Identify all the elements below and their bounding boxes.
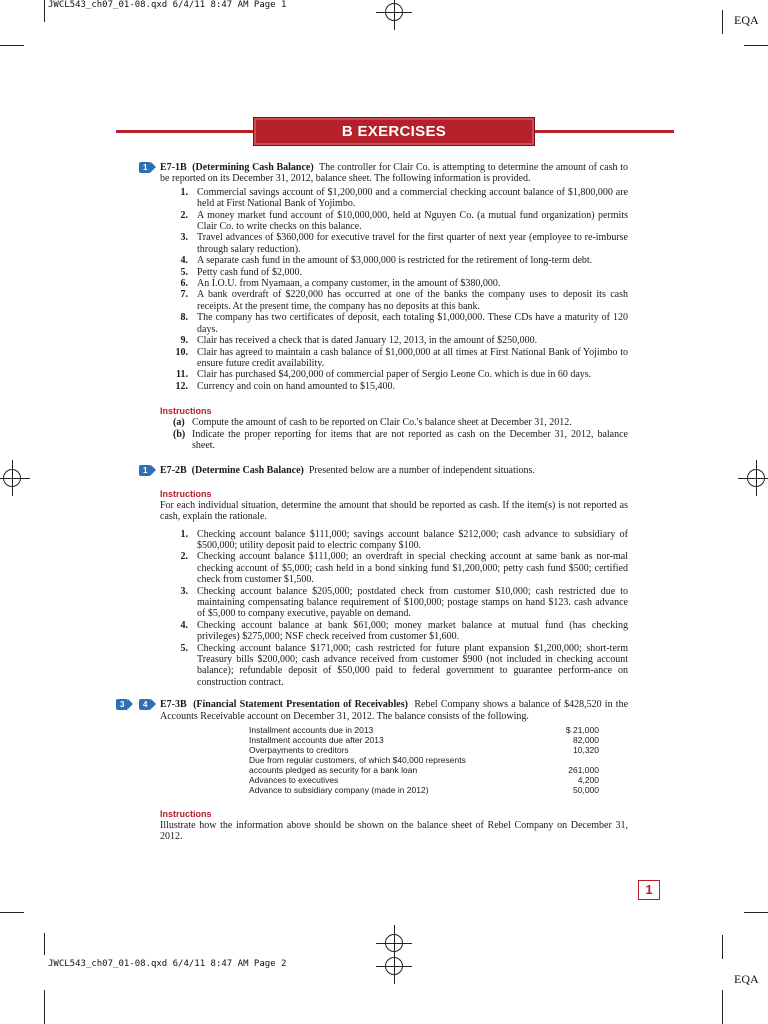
instructions-text: Illustrate how the information above should be shown on the balance sheet of Rebel Company on December 31, 2012. — [160, 820, 628, 843]
exercise-intro: The controller for Clair Co. is attempting to determine the amount of cash to be reported on its December 31, 2012, balance sheet. The following information is provided. — [160, 162, 628, 185]
list-item: 2. A money market fund account of $10,000,000, held at Nguyen Co. (a mutual fund organization) permits Clair Co. to write checks on this balance. — [180, 209, 628, 233]
list-item: 8. The company has two certificates of deposit, each totaling $1,000,000. These CDs have a maturity of 120 days. — [180, 312, 628, 335]
exercise-title: (Determining Cash Balance) — [192, 162, 314, 173]
list-item: (a) Compute the amount of cash to be reported on Clair Co.'s balance sheet at December 31, 2012. — [173, 417, 572, 429]
instructions-heading: Instructions — [160, 406, 212, 417]
instructions-heading: Instructions — [160, 809, 212, 820]
list-item: 5. Petty cash fund of $2,000. — [180, 266, 302, 278]
crop-mark — [0, 45, 24, 46]
exercise-title: (Financial Statement Presentation of Receivables) — [193, 699, 408, 711]
list-item: 7. A bank overdraft of $220,000 has occurred at one of the banks the company uses to deposit its cash receipts. At the present time, the company has no deposits at this bank. — [180, 289, 628, 312]
list-item: 4. Checking account balance at bank $61,000; money market balance at mutual fund (has checking privileges) $275,000; NSF check received from customer $1,600. — [180, 619, 628, 643]
exercise-e7-1b-items — [160, 187, 628, 392]
list-item: 3. Checking account balance $205,000; postdated check from customer $10,000; cash restricted due to maintaining compensating balance requirement of $100,000; postage stamps on hand $123. cash advance of $5,000 to company executive, payable on demand. — [180, 585, 628, 620]
page-number: 1 — [638, 880, 660, 900]
section-title: B EXERCISES — [253, 117, 535, 146]
crop-mark — [722, 10, 723, 34]
exercise-e7-2b-items — [160, 529, 628, 689]
list-item: 3. Travel advances of $360,000 for executive travel for the first quarter of next year (employee to re-imburse through salary reduction). — [180, 232, 628, 255]
crop-mark — [0, 912, 24, 913]
list-item: 1. Commercial savings account of $1,200,000 and a commercial checking account balance of $1,800,000 are held at First National Bank of Yojimbo. — [180, 186, 628, 210]
table-row: Overpayments to creditors 10,320 — [249, 745, 599, 756]
exercise-e7-3b-heading — [120, 699, 629, 722]
exercise-intro: Rebel Company shows a balance of $428,520 in the Accounts Receivable account on December 31, 2012. The balance consists of the following. — [160, 699, 629, 722]
list-item: (b) Indicate the proper reporting for items that are not reported as cash on the December 31, 2012, balance sheet. — [173, 428, 628, 451]
crop-mark — [44, 933, 45, 955]
exercise-e7-1b-instructions — [160, 417, 628, 451]
list-item: 9. Clair has received a check that is dated January 12, 2013, in the amount of $250,000. — [180, 335, 538, 347]
list-item: 4. A separate cash fund in the amount of $3,000,000 is restricted for the retirement of long-term debt. — [180, 255, 593, 267]
crop-mark — [744, 45, 768, 46]
list-item: 2. Checking account balance $111,000; an overdraft in special checking account at same bank as nor-mal checking account of $5,000; cash held in a bond sinking fund $1,200,000; petty cash fund $500; certified check from customer $1,500. — [180, 551, 628, 586]
eqa-mark-top: EQA — [734, 13, 759, 27]
exercise-e7-1b-heading — [143, 162, 628, 185]
exercise-title: (Determine Cash Balance) — [191, 465, 304, 477]
instructions-heading: Instructions — [160, 488, 212, 499]
receivables-table — [249, 725, 599, 795]
crop-mark — [44, 0, 45, 22]
crop-mark — [44, 990, 45, 1024]
slug-line-top: JWCL543_ch07_01-08.qxd 6/4/11 8:47 AM Page 1 — [48, 0, 287, 10]
eqa-mark-bottom: EQA — [734, 972, 759, 986]
crop-mark — [722, 935, 723, 959]
crop-mark — [722, 990, 723, 1024]
table-row: Installment accounts due in 2013 $ 21,000 — [249, 725, 599, 736]
list-item: 10. Clair has agreed to maintain a cash balance of $1,000,000 at all times at First National Bank of Yojimbo to ensure future credit availability. — [175, 346, 628, 369]
list-item: 12. Currency and coin on hand amounted to $15,400. — [175, 380, 396, 392]
exercise-e7-2b-heading — [143, 465, 628, 477]
learning-objective-badge: 1 — [139, 162, 151, 173]
table-row: Due from regular customers, of which $40,000 represents — [249, 755, 466, 766]
learning-objective-badge: 4 — [139, 699, 151, 710]
table-row: Advances to executives 4,200 — [249, 775, 599, 786]
learning-objective-badge: 1 — [139, 465, 151, 476]
list-item: 11. Clair has purchased $4,200,000 of commercial paper of Sergio Leone Co. which is due in 60 days. — [176, 369, 592, 381]
list-item: 5. Checking account balance $171,000; cash restricted for future plant expansion $1,200,000; short-term Treasury bills $200,000; cash advance received from customer $900 (not included in checking account balance); refundable deposit of $50,000 paid to federal government to guarantee perform-ance on construction contract. — [180, 642, 628, 688]
table-row: accounts pledged as security for a bank loan 261,000 — [249, 765, 599, 776]
exercise-intro: Presented below are a number of independent situations. — [308, 465, 535, 477]
exercise-code: E7-3B — [160, 699, 187, 711]
exercise-code: E7-2B — [160, 465, 187, 477]
instructions-text: For each individual situation, determine the amount that should be reported as cash. If the item(s) is not reported as cash, explain the rationale. — [160, 499, 628, 523]
list-item: 6. An I.O.U. from Nyamaan, a company customer, in the amount of $380,000. — [180, 278, 501, 290]
learning-objective-badge: 3 — [116, 699, 128, 710]
list-item: 1. Checking account balance $111,000; savings account balance $212,000; cash advance to subsidiary of $500,000; utility deposit paid to electric company $100. — [180, 528, 628, 551]
table-row: Advance to subsidiary company (made in 2012) 50,000 — [249, 785, 599, 796]
exercises-content — [120, 162, 629, 843]
crop-mark — [744, 912, 768, 913]
slug-line-bottom: JWCL543_ch07_01-08.qxd 6/4/11 8:47 AM Page 2 — [48, 959, 287, 969]
exercise-code: E7-1B — [160, 162, 187, 173]
table-row: Installment accounts due after 2013 82,000 — [249, 735, 599, 746]
